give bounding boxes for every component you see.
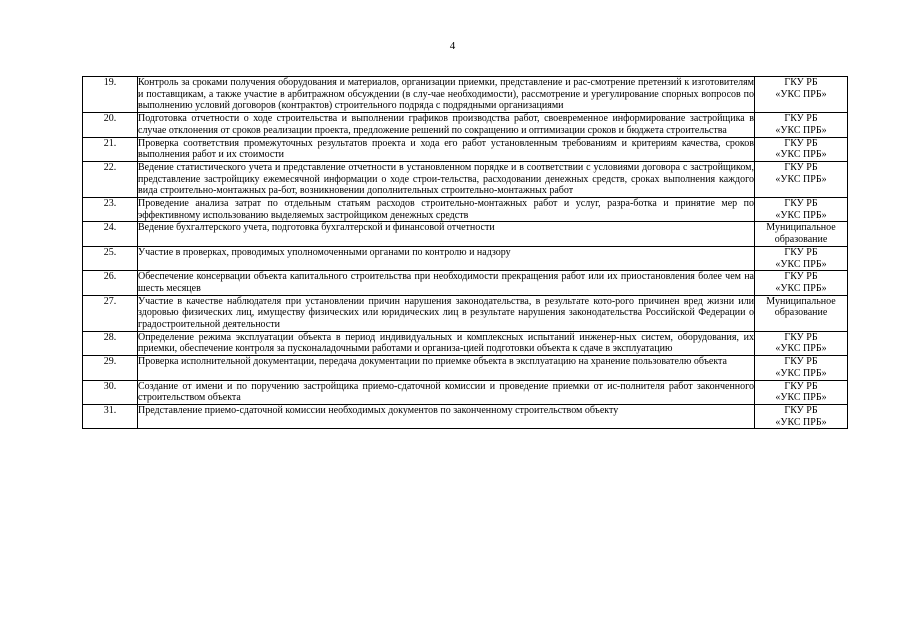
executor: ГКУ РБ «УКС ПРБ» xyxy=(755,77,848,113)
executor: ГКУ РБ «УКС ПРБ» xyxy=(755,356,848,380)
table-body xyxy=(83,77,848,429)
table-row xyxy=(83,113,848,137)
row-number: 23. xyxy=(83,198,138,222)
work-description: Ведение бухгалтерского учета, подготовка бухгалтерской и финансовой отчетности xyxy=(138,222,755,246)
table-row xyxy=(83,246,848,270)
work-description: Обеспечение консервации объекта капитального строительства при необходимости прекращения работ или их приостановления более чем на шесть месяцев xyxy=(138,271,754,294)
row-number: 24. xyxy=(83,222,138,246)
page-number: 4 xyxy=(449,40,456,52)
work-description: Проверка соответствия промежуточных результатов проекта и хода его работ установленным требованиям и критериям качества, сроков выполнения работ и их стоимости xyxy=(138,137,754,161)
table-row xyxy=(83,161,848,197)
row-number: 20. xyxy=(83,113,138,137)
executor: ГКУ РБ «УКС ПРБ» xyxy=(755,380,848,404)
executor: Муниципальное образование xyxy=(755,295,848,331)
table-row xyxy=(83,271,848,295)
works-table xyxy=(82,76,848,429)
table-row xyxy=(83,198,848,222)
row-number: 22. xyxy=(83,161,138,197)
table-row xyxy=(83,404,848,428)
row-number: 28. xyxy=(83,331,138,355)
work-description: Участие в качестве наблюдателя при установлении причин нарушения законодательства, в результате кото-рого причинен вред жизни или здоровью физических лиц, имуществу физических или юридических лиц в результате нарушения законодательства Российской Федерации о градостроительной деятельности xyxy=(138,295,754,331)
row-number: 31. xyxy=(83,404,138,428)
executor: ГКУ РБ «УКС ПРБ» xyxy=(755,198,848,222)
work-description: Создание от имени и по поручению застройщика приемо-сдаточной комиссии и проведение приемки от ис-полнителя работ законченного строительством объекта xyxy=(138,380,754,404)
table-row xyxy=(83,222,848,246)
work-description: Определение режима эксплуатации объекта в период индивидуальных и комплексных испытаний инженер-ных систем, оборудования, их приемки, обеспечение контроля за пусконаладочными работами и организа-цией подготовки объекта к сдаче в эксплуатацию xyxy=(138,331,754,355)
work-description: Ведение статистического учета и представление отчетности в установленном порядке и в соответствии с условиями договора с застройщиком, представление застройщику ежемесячной информации о ходе строи-тельства, расходовании денежных средств, сроках выполнения каждого вида строительно-монтажных ра-бот, возникновении дополнительных строительно-монтажных работ xyxy=(138,161,754,197)
table-row xyxy=(83,356,848,380)
executor: ГКУ РБ «УКС ПРБ» xyxy=(755,246,848,270)
row-number: 30. xyxy=(83,380,138,404)
row-number: 19. xyxy=(83,77,138,113)
row-number: 25. xyxy=(83,246,138,270)
table-row xyxy=(83,137,848,161)
work-description: Представление приемо-сдаточной комиссии необходимых документов по законченному строительством объекту xyxy=(138,404,755,428)
row-number: 26. xyxy=(83,271,138,295)
work-description: Контроль за сроками получения оборудования и материалов, организации приемки, представление и рас-смотрение претензий к изготовителям и поставщикам, а также участие в арбитражном обсуждении (в слу-чае необходимости), рассмотрение и урегулирование спорных вопросов по выполнению условий договоров (контрактов) строительного подряда с подрядными организациями xyxy=(138,77,754,112)
executor: Муниципальное образование xyxy=(755,222,848,246)
row-number: 21. xyxy=(83,137,138,161)
executor: ГКУ РБ «УКС ПРБ» xyxy=(755,161,848,197)
executor: ГКУ РБ «УКС ПРБ» xyxy=(755,271,848,295)
row-number: 27. xyxy=(83,295,138,331)
table-row xyxy=(83,331,848,355)
row-number: 29. xyxy=(83,356,138,380)
executor: ГКУ РБ «УКС ПРБ» xyxy=(755,331,848,355)
table-row xyxy=(83,295,848,331)
table-row xyxy=(83,380,848,404)
work-description: Участие в проверках, проводимых уполномоченными органами по контролю и надзору xyxy=(138,246,755,270)
executor: ГКУ РБ «УКС ПРБ» xyxy=(755,404,848,428)
work-description: Проверка исполнительной документации, передача документации по приемке объекта в эксплуатацию на хранение пользователю объекта xyxy=(138,356,755,380)
work-description: Проведение анализа затрат по отдельным статьям расходов строительно-монтажных работ и услуг, разра-ботка и принятие мер по эффективному использованию выделяемых застройщиком денежных средств xyxy=(138,198,754,221)
work-description: Подготовка отчетности о ходе строительства и выполнении графиков производства работ, своевременное информирование застройщика в случае отклонения от сроков реализации проекта, предложение решений по сокращению и оптимизации сроков и бюджета строительства xyxy=(138,113,754,136)
executor: ГКУ РБ «УКС ПРБ» xyxy=(755,113,848,137)
table-row xyxy=(83,77,848,113)
executor: ГКУ РБ «УКС ПРБ» xyxy=(755,137,848,161)
